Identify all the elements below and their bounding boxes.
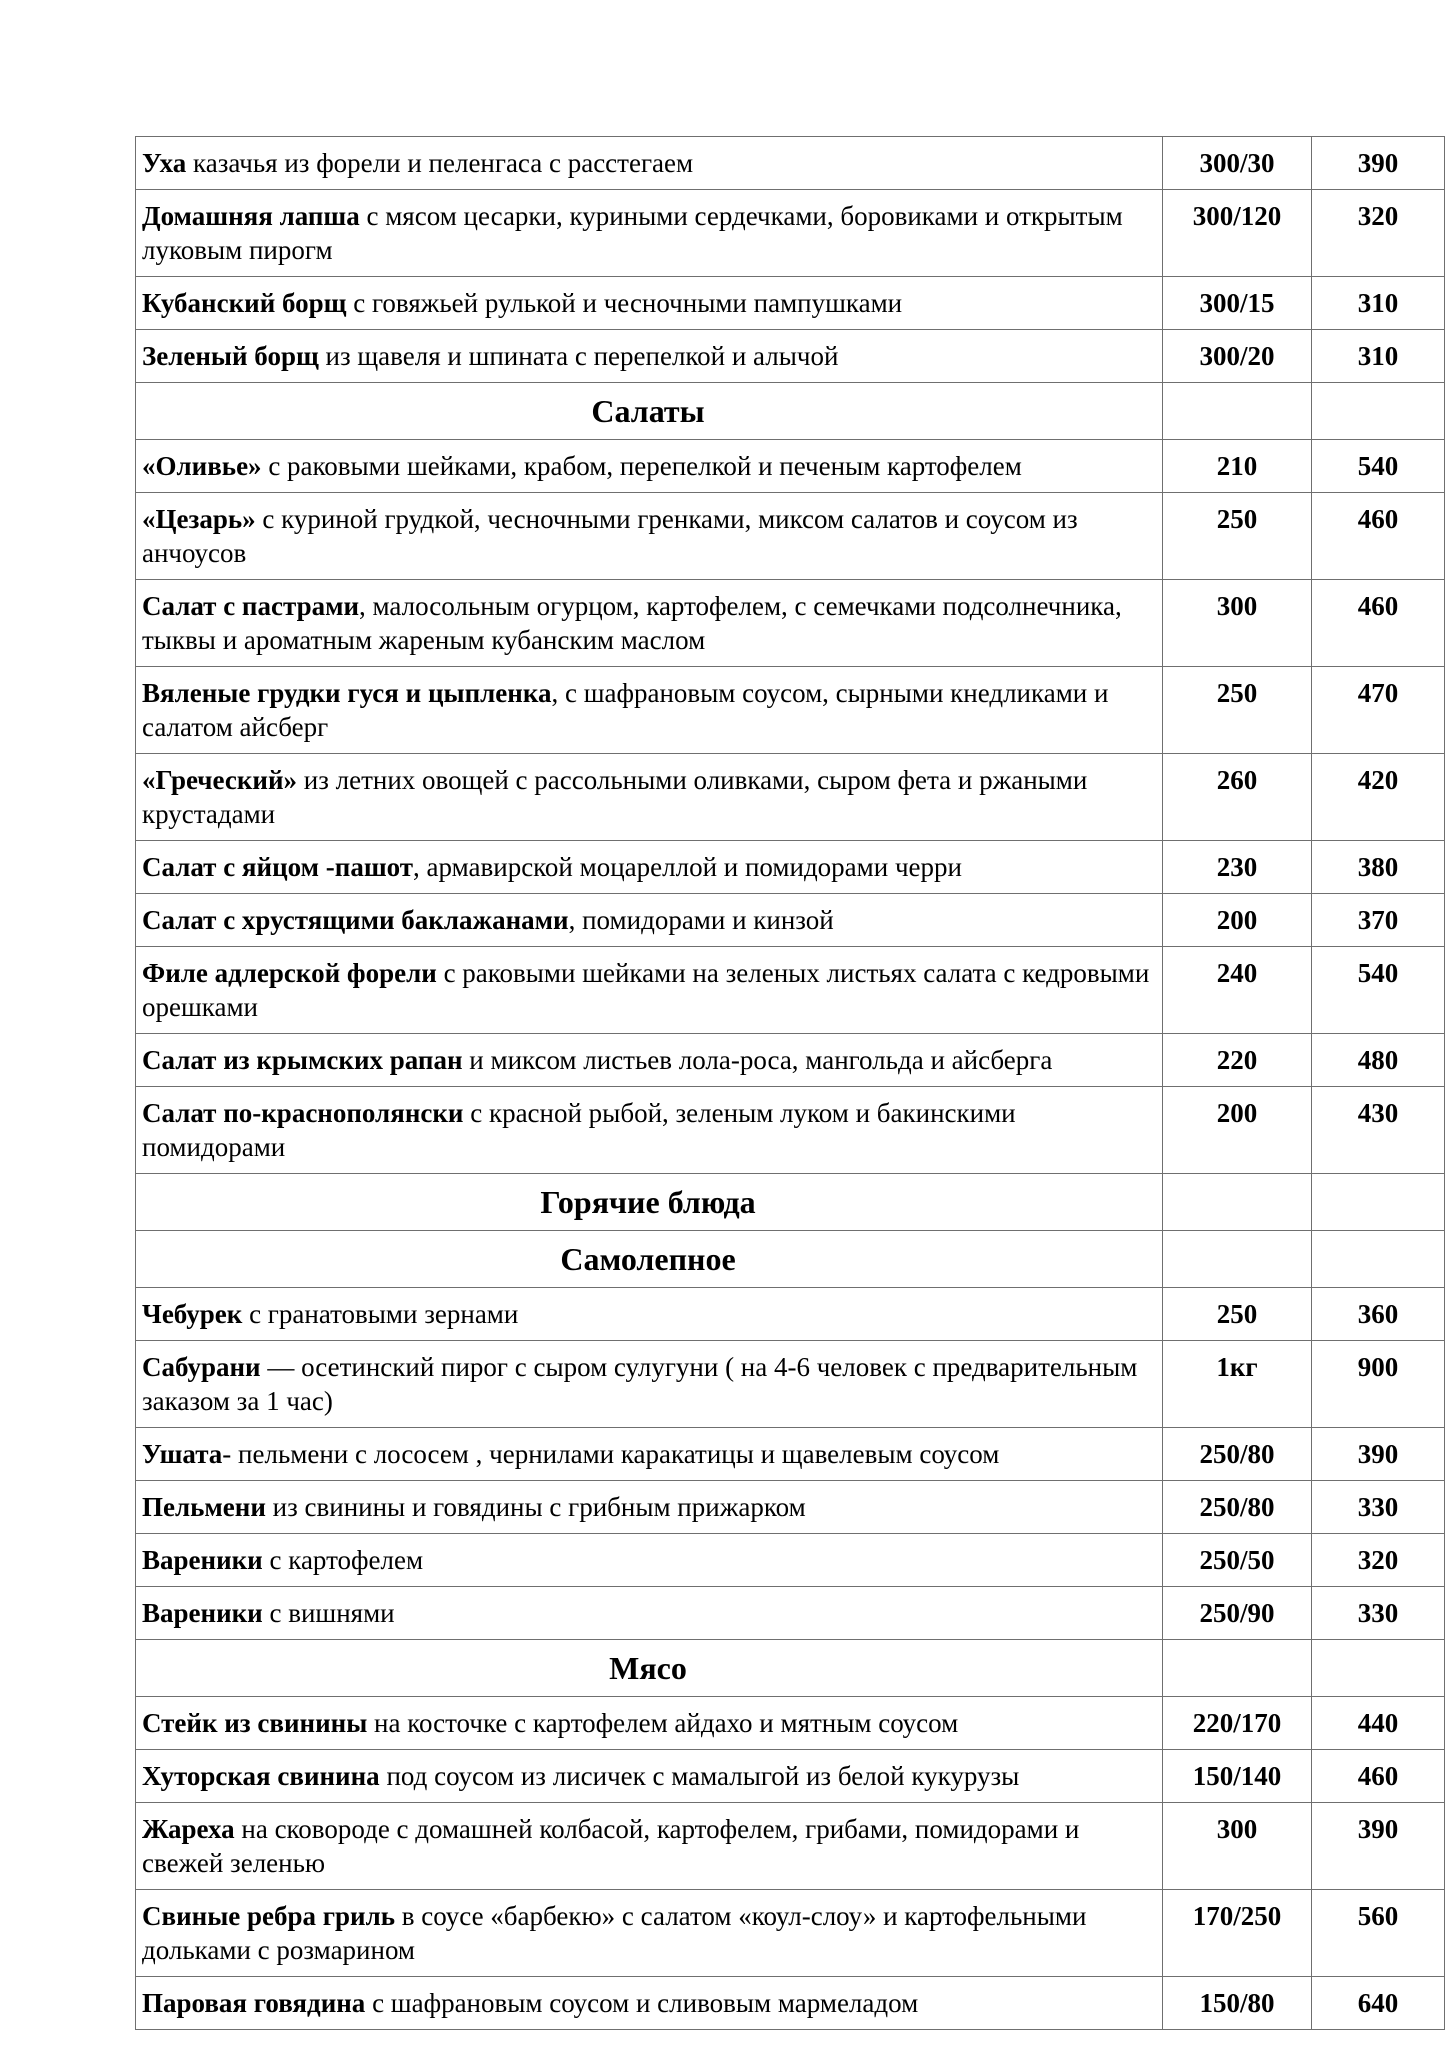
portion-weight: 220/170: [1163, 1697, 1312, 1750]
portion-weight: 300: [1163, 1803, 1312, 1890]
price: 470: [1312, 667, 1445, 754]
menu-item-row: [136, 1803, 1445, 1890]
price: 460: [1312, 1750, 1445, 1803]
menu-item-row: [136, 1587, 1445, 1640]
dish-details: - пельмени с лососем , чернилами каракатицы и щавелевым соусом: [222, 1439, 1000, 1469]
dish-name: Салат из крымских рапан: [142, 1045, 463, 1075]
section-row: [136, 1231, 1445, 1288]
dish-description-cell: [136, 841, 1163, 894]
menu-item-row: [136, 330, 1445, 383]
dish-details: на косточке с картофелем айдахо и мятным соусом: [367, 1708, 959, 1738]
portion-weight: 250/50: [1163, 1534, 1312, 1587]
dish-name: «Греческий»: [142, 765, 297, 795]
dish-details: из свинины и говядины с грибным прижарком: [265, 1492, 806, 1522]
dish-details: — осетинский пирог с сыром сулугуни ( на 4-6 человек с предварительным заказом за 1 час): [142, 1352, 1138, 1416]
empty-weight-cell: [1163, 383, 1312, 440]
dish-details: из щавеля и шпината с перепелкой и алычой: [318, 341, 839, 371]
dish-name: Сабурани: [142, 1352, 261, 1382]
dish-name: Пельмени: [142, 1492, 266, 1522]
dish-details: , помидорами и кинзой: [568, 905, 834, 935]
dish-details: казачья из форели и пеленгаса с расстегаем: [186, 148, 694, 178]
menu-item-row: [136, 1750, 1445, 1803]
dish-details: с говяжьей рулькой и чесночными пампушками: [346, 288, 903, 318]
dish-details: , армавирской моцареллой и помидорами черри: [413, 852, 962, 882]
price: 390: [1312, 137, 1445, 190]
section-title: Самолепное: [136, 1231, 1163, 1288]
dish-details: и миксом листьев лола-роса, мангольда и айсберга: [462, 1045, 1053, 1075]
dish-name: Филе адлерской форели: [142, 958, 437, 988]
price: 320: [1312, 1534, 1445, 1587]
dish-details: с раковыми шейками на зеленых листьях салата с кедровыми орешками: [142, 958, 1150, 1022]
dish-description-cell: [136, 277, 1163, 330]
portion-weight: 250: [1163, 493, 1312, 580]
dish-details: с куриной грудкой, чесночными гренками, миксом салатов и соусом из анчоусов: [142, 504, 1078, 568]
empty-weight-cell: [1163, 1231, 1312, 1288]
price: 370: [1312, 894, 1445, 947]
dish-name: Вареники: [142, 1598, 263, 1628]
menu-item-row: [136, 1428, 1445, 1481]
empty-price-cell: [1312, 1640, 1445, 1697]
dish-description-cell: [136, 1288, 1163, 1341]
dish-description-cell: [136, 1534, 1163, 1587]
dish-name: Ушата: [142, 1439, 223, 1469]
dish-details: на сковороде с домашней колбасой, картофелем, грибами, помидорами и свежей зеленью: [142, 1814, 1080, 1878]
section-row: [136, 1640, 1445, 1697]
menu-item-row: [136, 667, 1445, 754]
dish-name: Жареха: [142, 1814, 235, 1844]
menu-item-row: [136, 947, 1445, 1034]
dish-details: в соусе «барбекю» с салатом «коул-слоу» и картофельными дольками с розмарином: [142, 1901, 1087, 1965]
portion-weight: 200: [1163, 1087, 1312, 1174]
dish-name: Свиные ребра гриль: [142, 1901, 396, 1931]
portion-weight: 150/80: [1163, 1977, 1312, 2030]
price: 480: [1312, 1034, 1445, 1087]
portion-weight: 200: [1163, 894, 1312, 947]
dish-name: Салат с яйцом -пашот: [142, 852, 414, 882]
price: 310: [1312, 330, 1445, 383]
price: 560: [1312, 1890, 1445, 1977]
menu-item-row: [136, 440, 1445, 493]
price: 460: [1312, 580, 1445, 667]
dish-description-cell: [136, 667, 1163, 754]
menu-item-row: [136, 277, 1445, 330]
price: 540: [1312, 947, 1445, 1034]
price: 310: [1312, 277, 1445, 330]
price: 460: [1312, 493, 1445, 580]
portion-weight: 250: [1163, 667, 1312, 754]
dish-description-cell: [136, 190, 1163, 277]
dish-description-cell: [136, 137, 1163, 190]
section-row: [136, 383, 1445, 440]
dish-name: «Оливье»: [142, 451, 262, 481]
dish-description-cell: [136, 1750, 1163, 1803]
portion-weight: 300/20: [1163, 330, 1312, 383]
portion-weight: 210: [1163, 440, 1312, 493]
dish-name: Паровая говядина: [142, 1988, 366, 2018]
dish-description-cell: [136, 440, 1163, 493]
portion-weight: 150/140: [1163, 1750, 1312, 1803]
price: 900: [1312, 1341, 1445, 1428]
portion-weight: 170/250: [1163, 1890, 1312, 1977]
dish-name: Вяленые грудки гуся и цыпленка: [142, 678, 552, 708]
portion-weight: 250: [1163, 1288, 1312, 1341]
dish-details: с шафрановым соусом и сливовым мармеладом: [365, 1988, 919, 2018]
menu-item-row: [136, 841, 1445, 894]
dish-description-cell: [136, 330, 1163, 383]
menu-body: [136, 137, 1445, 2030]
dish-name: Стейк из свинины: [142, 1708, 368, 1738]
price: 330: [1312, 1587, 1445, 1640]
section-title: Горячие блюда: [136, 1174, 1163, 1231]
price: 320: [1312, 190, 1445, 277]
menu-item-row: [136, 1481, 1445, 1534]
price: 380: [1312, 841, 1445, 894]
menu-item-row: [136, 754, 1445, 841]
dish-name: Хуторская свинина: [142, 1761, 380, 1791]
dish-description-cell: [136, 1697, 1163, 1750]
dish-name: Вареники: [142, 1545, 263, 1575]
dish-description-cell: [136, 947, 1163, 1034]
portion-weight: 220: [1163, 1034, 1312, 1087]
dish-description-cell: [136, 1977, 1163, 2030]
portion-weight: 250/80: [1163, 1428, 1312, 1481]
dish-description-cell: [136, 1428, 1163, 1481]
dish-name: Уха: [142, 148, 187, 178]
portion-weight: 250/90: [1163, 1587, 1312, 1640]
portion-weight: 250/80: [1163, 1481, 1312, 1534]
section-row: [136, 1174, 1445, 1231]
price: 420: [1312, 754, 1445, 841]
price: 390: [1312, 1803, 1445, 1890]
dish-details: из летних овощей с рассольными оливками, сыром фета и ржаными крустадами: [142, 765, 1088, 829]
dish-details: с картофелем: [262, 1545, 424, 1575]
dish-description-cell: [136, 754, 1163, 841]
dish-details: с гранатовыми зернами: [242, 1299, 519, 1329]
empty-weight-cell: [1163, 1174, 1312, 1231]
menu-item-row: [136, 1341, 1445, 1428]
dish-name: Чебурек: [142, 1299, 243, 1329]
dish-description-cell: [136, 1087, 1163, 1174]
dish-name: Салат с пастрами: [142, 591, 360, 621]
dish-name: Зеленый борщ: [142, 341, 319, 371]
menu-table: [135, 136, 1445, 2030]
dish-name: Домашняя лапша: [142, 201, 360, 231]
dish-details: с раковыми шейками, крабом, перепелкой и печеным картофелем: [261, 451, 1022, 481]
portion-weight: 1кг: [1163, 1341, 1312, 1428]
dish-details: с мясом цесарки, куриными сердечками, боровиками и открытым луковым пирогм: [142, 201, 1123, 265]
dish-description-cell: [136, 894, 1163, 947]
dish-details: с вишнями: [262, 1598, 395, 1628]
portion-weight: 300: [1163, 580, 1312, 667]
section-title: Мясо: [136, 1640, 1163, 1697]
section-title: Салаты: [136, 383, 1163, 440]
dish-details: , с шафрановым соусом, сырными кнедликами и салатом айсберг: [142, 678, 1109, 742]
dish-description-cell: [136, 1034, 1163, 1087]
menu-item-row: [136, 1034, 1445, 1087]
portion-weight: 230: [1163, 841, 1312, 894]
dish-description-cell: [136, 1890, 1163, 1977]
dish-name: Салат по-краснополянски: [142, 1098, 464, 1128]
dish-details: , малосольным огурцом, картофелем, с семечками подсолнечника, тыквы и ароматным жареным кубанским маслом: [142, 591, 1122, 655]
menu-item-row: [136, 580, 1445, 667]
dish-description-cell: [136, 493, 1163, 580]
menu-item-row: [136, 190, 1445, 277]
dish-name: Салат с хрустящими баклажанами: [142, 905, 569, 935]
portion-weight: 260: [1163, 754, 1312, 841]
menu-item-row: [136, 1087, 1445, 1174]
empty-price-cell: [1312, 383, 1445, 440]
price: 540: [1312, 440, 1445, 493]
empty-price-cell: [1312, 1174, 1445, 1231]
dish-description-cell: [136, 1587, 1163, 1640]
portion-weight: 300/30: [1163, 137, 1312, 190]
menu-item-row: [136, 137, 1445, 190]
price: 430: [1312, 1087, 1445, 1174]
dish-description-cell: [136, 1481, 1163, 1534]
menu-item-row: [136, 1890, 1445, 1977]
dish-description-cell: [136, 1803, 1163, 1890]
dish-details: под соусом из лисичек с мамалыгой из белой кукурузы: [379, 1761, 1020, 1791]
menu-item-row: [136, 1977, 1445, 2030]
portion-weight: 300/120: [1163, 190, 1312, 277]
price: 360: [1312, 1288, 1445, 1341]
price: 640: [1312, 1977, 1445, 2030]
empty-weight-cell: [1163, 1640, 1312, 1697]
empty-price-cell: [1312, 1231, 1445, 1288]
portion-weight: 240: [1163, 947, 1312, 1034]
menu-item-row: [136, 1288, 1445, 1341]
dish-details: с красной рыбой, зеленым луком и бакинскими помидорами: [142, 1098, 1016, 1162]
menu-item-row: [136, 1697, 1445, 1750]
menu-item-row: [136, 1534, 1445, 1587]
dish-name: Кубанский борщ: [142, 288, 347, 318]
price: 330: [1312, 1481, 1445, 1534]
dish-description-cell: [136, 580, 1163, 667]
dish-description-cell: [136, 1341, 1163, 1428]
price: 440: [1312, 1697, 1445, 1750]
price: 390: [1312, 1428, 1445, 1481]
portion-weight: 300/15: [1163, 277, 1312, 330]
menu-item-row: [136, 493, 1445, 580]
dish-name: «Цезарь»: [142, 504, 256, 534]
menu-item-row: [136, 894, 1445, 947]
